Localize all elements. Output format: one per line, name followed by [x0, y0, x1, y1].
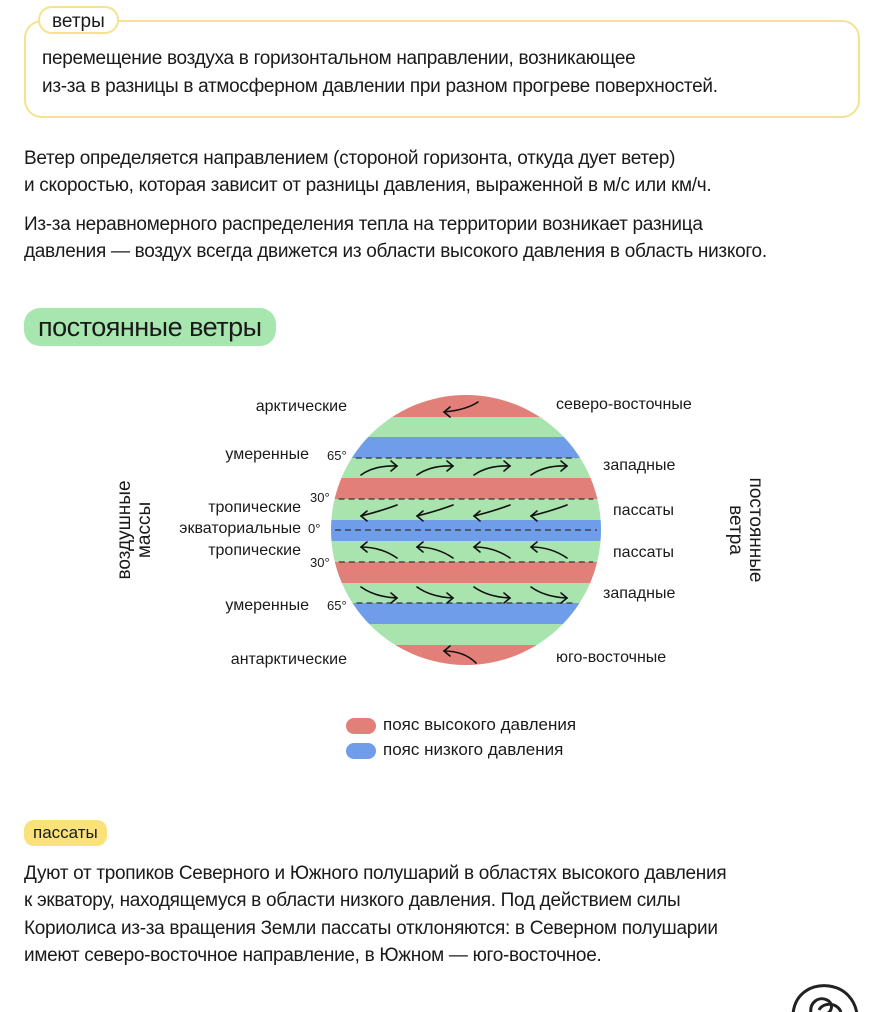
pressure-band-low: [330, 437, 605, 459]
air-mass-label: арктические: [255, 398, 347, 415]
trade-winds-line: Кориолиса из-за вращения Земли пассаты отклоняются: в Северном полушарии: [24, 918, 718, 939]
left-axis-label: [115, 480, 155, 580]
air-mass-label: антарктические: [230, 651, 347, 668]
section-title: постоянные ветры: [24, 308, 276, 346]
air-mass-label: тропические: [208, 542, 301, 559]
wind-label: западные: [603, 457, 676, 474]
pressure-band-neutral: [330, 499, 605, 521]
pressure-band-high: [330, 562, 605, 584]
right-axis-line: ветра: [725, 505, 746, 555]
latitude-label: 0°: [308, 521, 321, 536]
wind-label: пассаты: [613, 544, 674, 561]
definition-term: ветры: [38, 6, 119, 34]
trade-winds-line: имеют северо-восточное направление, в Южном — юго-восточное.: [24, 945, 602, 966]
pressure-band-neutral: [330, 624, 605, 646]
intro-line: и скоростью, которая зависит от разницы давления, выраженной в м/с или км/ч.: [24, 175, 712, 196]
pressure-band-neutral: [330, 417, 605, 438]
legend-low-swatch: [346, 743, 376, 759]
legend-high-swatch: [346, 718, 376, 734]
air-mass-label: умеренные: [225, 597, 309, 614]
definition-line: из-за в разницы в атмосферном давлении при разном прогреве поверхностей.: [42, 76, 718, 97]
pressure-band-neutral: [330, 541, 605, 563]
definition-line: перемещение воздуха в горизонтальном направлении, возникающее: [42, 48, 636, 69]
intro-line: давления — воздух всегда движется из области высокого давления в область низкого.: [24, 241, 767, 262]
air-mass-label: умеренные: [225, 446, 309, 463]
pressure-band-low: [330, 603, 605, 625]
trade-winds-line: Дуют от тропиков Северного и Южного полушарий в областях высокого давления: [24, 863, 727, 884]
legend-high-label: пояс высокого давления: [383, 715, 577, 734]
latitude-label: 65°: [327, 448, 347, 463]
air-mass-label: экваториальные: [179, 520, 301, 537]
right-axis-label: [725, 475, 765, 585]
pressure-band-high: [330, 478, 605, 500]
latitude-label: 30°: [310, 555, 330, 570]
air-mass-label: тропические: [208, 499, 301, 516]
latitude-label: 30°: [310, 490, 330, 505]
trade-winds-line: к экватору, находящемуся в области низкого давления. Под действием силы: [24, 890, 681, 911]
wind-label: пассаты: [613, 502, 674, 519]
trade-winds-tag: пассаты: [24, 820, 107, 846]
wind-label: западные: [603, 585, 676, 602]
left-axis-line: воздушные: [114, 480, 135, 580]
intro-line: Из-за неравномерного распределения тепла на территории возникает разница: [24, 214, 703, 235]
latitude-label: 65°: [327, 598, 347, 613]
logo-icon: [785, 980, 865, 1012]
left-axis-line: массы: [134, 501, 155, 559]
intro-line: Ветер определяется направлением (стороной горизонта, откуда дует ветер): [24, 148, 676, 169]
legend-low-label: пояс низкого давления: [383, 740, 564, 759]
wind-label: юго-восточные: [556, 649, 667, 666]
right-axis-line: постоянные: [745, 477, 766, 583]
pressure-band-low: [330, 520, 605, 542]
wind-label: северо-восточные: [556, 396, 692, 413]
